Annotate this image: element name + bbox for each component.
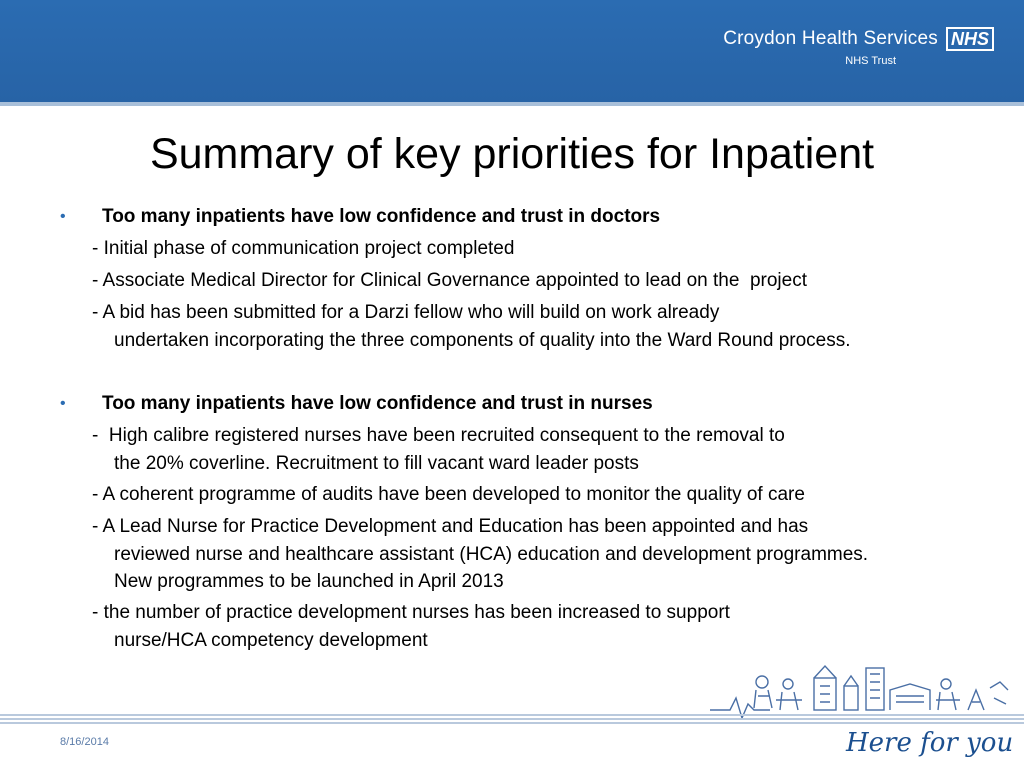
list-item-text: - High calibre registered nurses have been recruited consequent to the removal to xyxy=(92,425,785,446)
list-item xyxy=(60,235,980,263)
list-item xyxy=(60,299,980,354)
section-heading-doctors xyxy=(60,203,980,231)
list-item-text: - A bid has been submitted for a Darzi fellow who will build on work already xyxy=(92,302,720,323)
list-item xyxy=(60,599,980,654)
list-item xyxy=(60,267,980,295)
list-item-text: - Associate Medical Director for Clinical Governance appointed to lead on the project xyxy=(92,270,807,291)
footer-date: 8/16/2014 xyxy=(60,736,109,748)
slide-content xyxy=(60,203,980,654)
bullet-icon: • xyxy=(60,395,66,412)
bullet-icon: • xyxy=(60,208,66,225)
list-item-continuation: nurse/HCA competency development xyxy=(114,630,428,651)
org-logo xyxy=(723,27,994,67)
tagline: Here for you xyxy=(846,728,1014,758)
list-item xyxy=(60,422,980,477)
section-heading-nurses xyxy=(60,390,980,418)
list-item-text: - A coherent programme of audits have been developed to monitor the quality of care xyxy=(92,484,805,505)
footer-rule xyxy=(0,714,1024,726)
org-subname: NHS Trust xyxy=(845,55,896,67)
list-item xyxy=(60,481,980,509)
header-band xyxy=(0,0,1024,106)
list-item-text: - Initial phase of communication project completed xyxy=(92,238,515,259)
hospital-illustration xyxy=(710,660,1010,720)
list-item-text: - A Lead Nurse for Practice Development and Education has been appointed and has xyxy=(92,516,809,537)
list-item-continuation: the 20% coverline. Recruitment to fill vacant ward leader posts xyxy=(114,453,639,474)
section-heading-text: Too many inpatients have low confidence and trust in nurses xyxy=(102,393,653,414)
list-item-text: - the number of practice development nurses has been increased to support xyxy=(92,602,730,623)
section-heading-text: Too many inpatients have low confidence and trust in doctors xyxy=(102,206,661,227)
org-name: Croydon Health Services xyxy=(723,28,938,49)
nhs-badge: NHS xyxy=(946,27,994,51)
list-item-continuation: reviewed nurse and healthcare assistant (HCA) education and development programmes. New programmes to be launched in April 2013 xyxy=(114,544,869,592)
slide-title: Summary of key priorities for Inpatient xyxy=(149,130,875,178)
list-item xyxy=(60,513,980,595)
list-item-continuation: undertaken incorporating the three components of quality into the Ward Round process. xyxy=(114,330,851,351)
